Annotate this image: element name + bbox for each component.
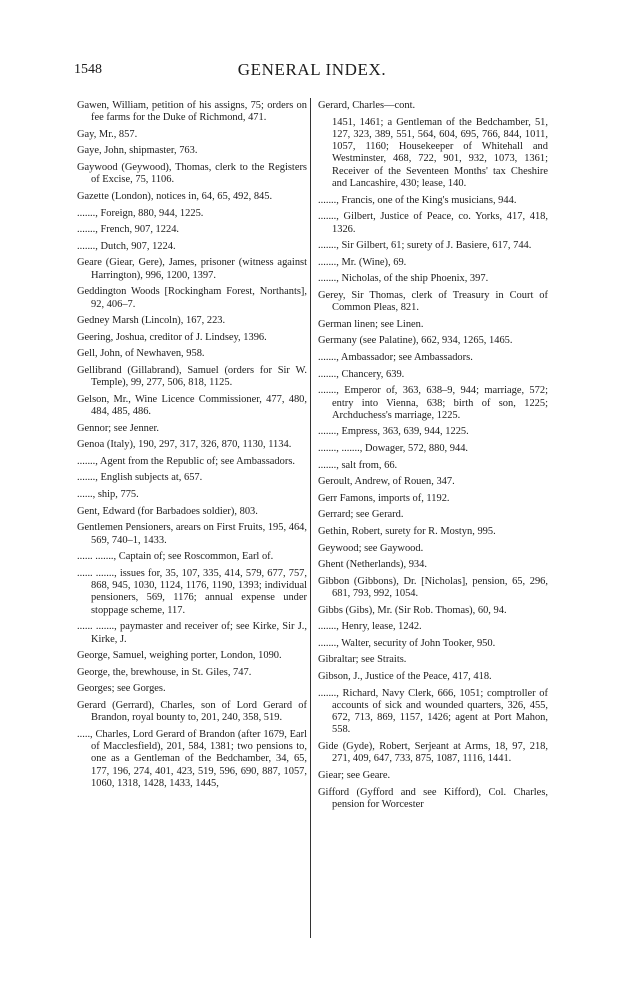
index-entry: Germany (see Palatine), 662, 934, 1265, 1465. — [318, 335, 513, 347]
index-entry: ......., Foreign, 880, 944, 1225. — [77, 207, 204, 219]
index-entry: Giear; see Geare. — [318, 769, 391, 781]
index-entry: Gentlemen Pensioners, arears on First Fruits, 195, 464, 569, 740–1, 1433. — [77, 522, 307, 546]
index-entry: ......., ......., Dowager, 572, 880, 944. — [318, 442, 469, 454]
index-entry: Geywood; see Gaywood. — [318, 542, 424, 554]
index-entry: Genoa (Italy), 190, 297, 317, 326, 870, 1130, 1134. — [77, 439, 292, 451]
index-entry: Gazette (London), notices in, 64, 65, 492, 845. — [77, 190, 273, 202]
index-entry: Gerard, Charles—cont. — [318, 100, 416, 111]
index-entry: Gedney Marsh (Lincoln), 167, 223. — [77, 315, 226, 327]
index-entry: ......., Ambassador; see Ambassadors. — [318, 352, 473, 364]
index-entry: ......, ship, 775. — [77, 489, 139, 501]
index-entry: ......., Henry, lease, 1242. — [318, 621, 422, 633]
left-index-column — [77, 100, 307, 795]
index-entry: Gibraltar; see Straits. — [318, 654, 407, 666]
index-entry: Gawen, William, petition of his assigns, 75; orders on fee farms for the Duke of Richmond, 471. — [77, 100, 307, 124]
index-entry: ......., Gilbert, Justice of Peace, co. Yorks, 417, 418, 1326. — [318, 211, 548, 235]
index-entry: ....., Charles, Lord Gerard of Brandon (after 1679, Earl of Macclesfield), 201, 584, 1381; two pensions to, one as a Gentleman of the Bedchamber, 34, 65, 177, 196, 274, 401, 423, 519, 596, 690, 887, 1057, 1060, 1318, 1428, 1433, 1445, — [77, 728, 307, 789]
index-entry: ......., Richard, Navy Clerk, 666, 1051; comptroller of accounts of sick and wounded quarters, 326, 455, 672, 713, 869, 1157, 1426; agent at Port Mahon, 558. — [318, 687, 548, 736]
index-entry: George, Samuel, weighing porter, London, 1090. — [77, 650, 282, 662]
index-entry: ......., Mr. (Wine), 69. — [318, 256, 407, 268]
index-entry: Gerey, Sir Thomas, clerk of Treasury in Court of Common Pleas, 821. — [318, 289, 548, 314]
index-entry: Geare (Giear, Gere), James, prisoner (witness against Harrington), 996, 1200, 1397. — [77, 257, 307, 281]
index-entry: Geroult, Andrew, of Rouen, 347. — [318, 476, 455, 488]
index-entry: ......., Walter, security of John Tooker, 950. — [318, 637, 496, 649]
index-entry: Gaywood (Geywood), Thomas, clerk to the Registers of Excise, 75, 1106. — [77, 162, 307, 186]
index-entry: ......., Agent from the Republic of; see Ambassadors. — [77, 455, 295, 467]
index-entry: Gellibrand (Gillabrand), Samuel (orders for Sir W. Temple), 99, 277, 506, 818, 1125. — [77, 364, 307, 389]
index-entry: Gibbon (Gibbons), Dr. [Nicholas], pension, 65, 296, 681, 793, 992, 1054. — [318, 575, 548, 600]
right-index-column — [318, 100, 548, 815]
index-entry: ......., Nicholas, of the ship Phoenix, 397. — [318, 273, 489, 285]
page-number: 1548 — [74, 62, 102, 77]
column-divider — [310, 98, 311, 938]
index-entry: ......., salt from, 66. — [318, 459, 398, 471]
index-entry: ......., Emperor of, 363, 638–9, 944; marriage, 572; entry into Vienna, 638; birth of son, 1225; Archduchess's marriage, 1225. — [318, 385, 548, 421]
index-entry: ......., Dutch, 907, 1224. — [77, 240, 176, 252]
index-entry: Gent, Edward (for Barbadoes soldier), 803. — [77, 505, 258, 517]
index-entry: Georges; see Gorges. — [77, 683, 166, 695]
index-entry: Gibson, J., Justice of the Peace, 417, 418. — [318, 671, 492, 682]
index-entry: ......., English subjects at, 657. — [77, 472, 203, 484]
index-entry: German linen; see Linen. — [318, 318, 424, 330]
index-entry: Geering, Joshua, creditor of J. Lindsey, 1396. — [77, 331, 267, 343]
index-entry: Gay, Mr., 857. — [77, 128, 138, 140]
index-entry: Gifford (Gyfford and see Kifford), Col. Charles, pension for Worcester — [318, 786, 548, 810]
running-head: GENERAL INDEX. — [237, 60, 387, 79]
index-entry: Gell, John, of Newhaven, 958. — [77, 348, 205, 360]
index-entry: ...... ......., paymaster and receiver of; see Kirke, Sir J., Kirke, J. — [77, 621, 307, 645]
index-entry: Gerrard; see Gerard. — [318, 509, 404, 521]
index-entry: ...... ......., issues for, 35, 107, 335, 414, 579, 677, 757, 868, 945, 1030, 1124, 1176, 1190, 1393; individual pensioners, 569, 1176; annual expense under stoppage scheme, 117. — [77, 567, 307, 616]
index-entry: Gerard (Gerrard), Charles, son of Lord Gerard of Brandon, royal bounty to, 201, 240, 358, 519. — [77, 699, 307, 724]
index-entry: George, the, brewhouse, in St. Giles, 747. — [77, 666, 252, 678]
index-entry: ......., Chancery, 639. — [318, 368, 405, 380]
index-entry: ......., Sir Gilbert, 61; surety of J. Basiere, 617, 744. — [318, 240, 532, 252]
index-entry: ......., Francis, one of the King's musicians, 944. — [318, 194, 517, 206]
index-entry: Gerr Famons, imports of, 1192. — [318, 492, 450, 504]
index-entry: Gide (Gyde), Robert, Serjeant at Arms, 18, 97, 218, 271, 409, 647, 733, 875, 1087, 1116, 1441. — [318, 741, 548, 765]
index-entry: ...... ......., Captain of; see Roscommon, Earl of. — [77, 551, 274, 563]
index-entry: Gaye, John, shipmaster, 763. — [77, 145, 198, 157]
index-entry: Gennor; see Jenner. — [77, 422, 160, 434]
index-entry: 1451, 1461; a Gentleman of the Bedchamber, 51, 127, 323, 389, 551, 564, 604, 695, 766, 844, 1011, 1057, 1160; Housekeeper of Whitehall and Westminster, 468, 722, 901, 932, 1073, 1361; Receiver of the Seventeen Months' tax Cheshire and Lancashire, 430; lease, 140. — [332, 116, 548, 190]
index-entry: ......., Empress, 363, 639, 944, 1225. — [318, 426, 469, 438]
index-entry: Gelson, Mr., Wine Licence Commissioner, 477, 480, 484, 485, 486. — [77, 393, 307, 418]
index-entry: ......., French, 907, 1224. — [77, 224, 180, 236]
index-entry: Gibbs (Gibs), Mr. (Sir Rob. Thomas), 60, 94. — [318, 604, 507, 616]
index-entry: Ghent (Netherlands), 934. — [318, 559, 427, 571]
index-entry: Gethin, Robert, surety for R. Mostyn, 995. — [318, 525, 496, 537]
index-entry: Geddington Woods [Rockingham Forest, Northants], 92, 406–7. — [77, 286, 307, 310]
